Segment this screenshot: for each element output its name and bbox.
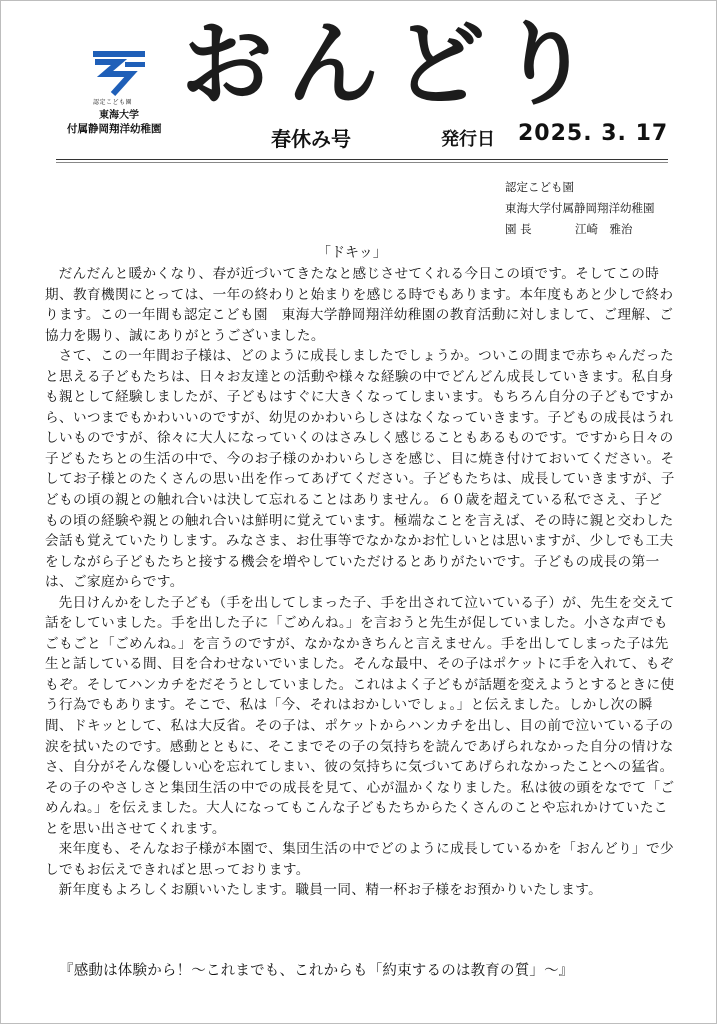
author-school: 東海大学付属静岡翔洋幼稚園 <box>505 201 655 215</box>
school-logo-icon <box>91 49 147 97</box>
newsletter-title: おんどり <box>181 11 606 118</box>
article-paragraph: 来年度も、そんなお子様が本園で、集団生活の中でどのように成長しているかを「おんどり」で少しでもお伝えできればと思っております。 <box>45 841 675 877</box>
author-org: 認定こども園 <box>505 180 574 194</box>
author-name-row <box>505 219 655 240</box>
issue-name: 春休み号 <box>271 127 351 151</box>
issue-date-value: 2025. 3. 17 <box>518 121 669 146</box>
article-body <box>45 264 675 901</box>
logo-caption-small: 認定こども園 <box>93 99 133 106</box>
issue-date-label: 発行日 <box>441 129 495 150</box>
author-role: 園 長 <box>505 222 532 236</box>
article-paragraph: さて、この一年間お子様は、どのように成長しましたでしょうか。ついこの間まで赤ちゃんだったと思える子どもたちは、日々お友達との活動や様々な経験の中でどんどん成長していきます。私自身も親として経験しましたが、子どもはすぐに大きくなってしまいます。もちろん自分の子どもですから、いつまでもかわいいのですが、幼児のかわいらしさはなくなっていきます。子どもの成長はうれしいものですが、徐々に大人になっていくのはさみしく感じることもあるものです。ですから日々の子どもたちとの生活の中で、今のお子様のかわいらしさを感じ、目に焼き付けておいてください。そしてお子様とのたくさんの思い出を作ってあげてください。子どもたちは、成長していきますが、子どもの頃の親との触れ合いは決して忘れることはありません。６０歳を超えている私でさえ、子どもの頃の経験や親との触れ合いは鮮明に覚えています。極端なことを言えば、その時に親と交わした会話も覚えていたりします。みなさま、お仕事等でなかなかお忙しいとは思いますが、少しでも工夫をしながら子どもたちと接する機会を増やしていただけるとありがたいです。子どもの成長の第一は、ご家庭からです。 <box>45 348 675 590</box>
author-person: 江崎 雅治 <box>575 222 633 236</box>
logo-caption-university: 東海大学 <box>99 110 139 121</box>
article-paragraph: だんだんと暖かくなり、春が近づいてきたなと感じさせてくれる今日この頃です。そしてこの時期、教育機関にとっては、一年の終わりと始まりを感じる時でもあります。本年度もあと少しで終わります。この一年間も認定こども園 東海大学静岡翔洋幼稚園の教育活動に対しまして、ご理解、ご協力を賜り、誠にありがとうございました。 <box>45 266 674 343</box>
article-paragraph: 先日けんかをした子ども（手を出してしまった子、手を出されて泣いている子）が、先生を交えて話をしていました。手を出した子に「ごめんね。」を言おうと先生が促していました。小さな声でもごもごと「ごめんね。」を言うのですが、なかなかきちんと言えません。手を出してしまった子は先生と話している間、目を合わせないでいました。そんな最中、その子はポケットに手を入れて、もぞもぞ。そしてハンカチをだそうとしていました。これはよく子どもが話題を変えようとするときに使う行為でもあります。そこで、私は「今、それはおかしいでしょ。」と伝えました。しかし次の瞬間、ドキッとして、私は大反省。その子は、ポケットからハンカチを出し、目の前で泣いている子の涙を拭いたのです。感動とともに、そこまでその子の気持ちを読んであげられなかった自分の情けなさ、自分がそんな優しい心を忘れてしまい、彼の気持ちに気づいてあげられなかったことへの猛省。その子のやさしさと集団生活の中での成長を見て、心が温かくなりました。私は彼の頭をなでて「ごめんね。」を伝えました。大人になってもこんな子どもたちからたくさんのことや忘れかけていたことを思い出させてくれます。 <box>45 594 675 836</box>
article-paragraph: 新年度もよろしくお願いいたします。職員一同、精一杯お子様をお預かりいたします。 <box>58 882 603 898</box>
closing-motto: 『感動は体験から！～これまでも、これからも「約束するのは教育の質」～』 <box>59 963 574 979</box>
author-block <box>505 177 655 240</box>
header-divider-secondary <box>56 162 668 163</box>
logo-caption-school: 付属静岡翔洋幼稚園 <box>67 123 162 135</box>
article-heading: 「ドキッ」 <box>317 245 387 261</box>
header-divider <box>56 159 668 160</box>
